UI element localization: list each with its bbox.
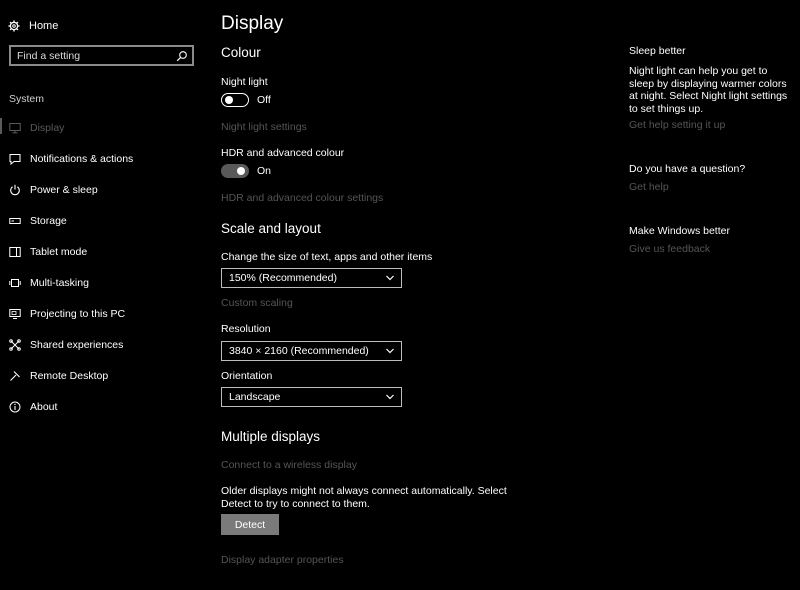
toggle-knob (237, 167, 245, 175)
sidebar-item-display[interactable] (0, 112, 210, 143)
help-setting-up-link[interactable]: Get help setting it up (629, 119, 726, 131)
sidebar-item-label: Multi-tasking (30, 276, 89, 289)
sidebar-item-tablet-mode[interactable] (0, 236, 210, 267)
night-light-toggle[interactable] (221, 93, 271, 107)
multitasking-icon (9, 277, 21, 289)
shared-experiences-icon (9, 339, 21, 351)
home-label: Home (29, 20, 59, 32)
sidebar-item-projecting[interactable] (0, 298, 210, 329)
scale-dropdown-value: 150% (Recommended) (229, 272, 337, 284)
home-link[interactable] (8, 17, 58, 35)
orientation-label: Orientation (221, 370, 273, 382)
page-title: Display (221, 13, 284, 34)
section-label-system: System (9, 93, 45, 105)
sidebar-item-label: Notifications & actions (30, 152, 134, 165)
remote-desktop-icon (9, 370, 21, 382)
toggle-knob (225, 96, 233, 104)
sidebar-item-about[interactable] (0, 391, 210, 422)
sidebar-item-label: Projecting to this PC (30, 307, 126, 320)
monitor-icon (9, 122, 21, 134)
sidebar-nav (0, 112, 210, 422)
detect-description: Older displays might not always connect automatically. Select Detect to try to connect to them. (221, 485, 507, 510)
size-label: Change the size of text, apps and other items (221, 251, 433, 263)
main-content (221, 0, 601, 590)
projecting-icon (9, 308, 21, 320)
wireless-display-link[interactable]: Connect to a wireless display (221, 459, 357, 471)
sidebar-item-storage[interactable] (0, 205, 210, 236)
chevron-down-icon (385, 346, 395, 356)
hdr-state: On (257, 165, 272, 177)
resolution-dropdown-value: 3840 × 2160 (Recommended) (229, 345, 369, 357)
sidebar-item-label: Tablet mode (30, 245, 88, 258)
sidebar-item-label: Display (30, 121, 65, 134)
resolution-dropdown[interactable] (221, 341, 402, 361)
colour-heading: Colour (221, 45, 261, 60)
sidebar-item-multitasking[interactable] (0, 267, 210, 298)
sidebar-item-label: Remote Desktop (30, 369, 109, 382)
hdr-label: HDR and advanced colour (221, 147, 345, 159)
night-light-label: Night light (221, 76, 268, 88)
sidebar-item-label: About (30, 400, 58, 413)
sidebar-item-notifications[interactable] (0, 143, 210, 174)
multiple-displays-heading: Multiple displays (221, 429, 321, 444)
scale-dropdown[interactable] (221, 268, 402, 288)
hdr-settings-link[interactable]: HDR and advanced colour settings (221, 192, 384, 204)
chevron-down-icon (385, 273, 395, 283)
get-help-link[interactable]: Get help (629, 181, 669, 193)
question-heading: Do you have a question? (629, 163, 746, 175)
sleep-better-text: Night light can help you get to sleep by displaying warmer colors at night. Select Night light settings to set things up. (629, 65, 788, 115)
gear-icon (8, 20, 20, 32)
sidebar-item-label: Shared experiences (30, 338, 124, 351)
sidebar-item-label: Power & sleep (30, 183, 98, 196)
sidebar-item-power-sleep[interactable] (0, 174, 210, 205)
detect-button[interactable]: Detect (221, 514, 279, 535)
sidebar-item-shared-experiences[interactable] (0, 329, 210, 360)
orientation-dropdown-value: Landscape (229, 391, 281, 403)
search-box[interactable] (9, 45, 194, 66)
display-adapter-link[interactable]: Display adapter properties (221, 554, 344, 566)
power-icon (9, 184, 21, 196)
resolution-label: Resolution (221, 323, 271, 335)
night-light-settings-link[interactable]: Night light settings (221, 121, 307, 133)
tablet-mode-icon (9, 246, 21, 258)
sleep-better-heading: Sleep better (629, 45, 686, 57)
make-windows-better-heading: Make Windows better (629, 225, 730, 237)
storage-icon (9, 215, 21, 227)
toggle-track[interactable] (221, 164, 249, 178)
chevron-down-icon (385, 392, 395, 402)
info-icon (9, 401, 21, 413)
search-input[interactable] (11, 48, 176, 64)
feedback-link[interactable]: Give us feedback (629, 243, 711, 255)
sidebar-item-label: Storage (30, 214, 67, 227)
night-light-state: Off (257, 94, 271, 106)
sidebar (0, 0, 210, 590)
sidebar-item-remote-desktop[interactable] (0, 360, 210, 391)
hdr-toggle[interactable] (221, 164, 271, 178)
scale-heading: Scale and layout (221, 221, 321, 236)
selected-indicator (0, 118, 2, 134)
orientation-dropdown[interactable] (221, 387, 402, 407)
search-icon[interactable] (176, 50, 188, 62)
notification-icon (9, 153, 21, 165)
custom-scaling-link[interactable]: Custom scaling (221, 297, 293, 309)
toggle-track[interactable] (221, 93, 249, 107)
